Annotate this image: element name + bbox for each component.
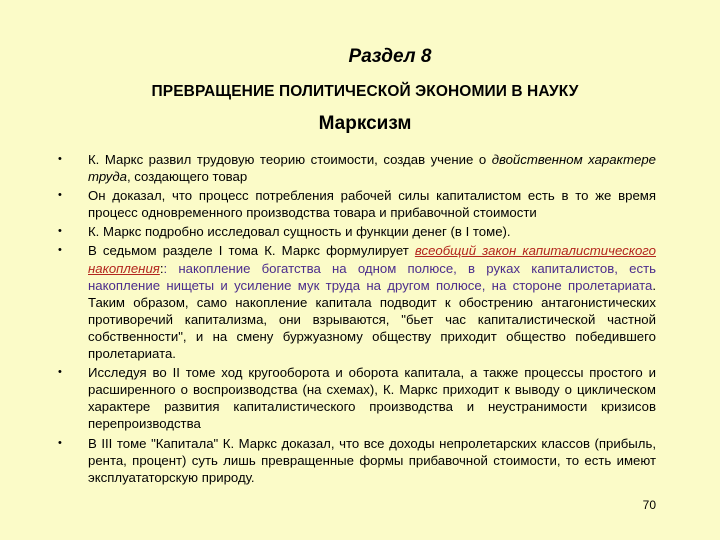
page-number: 70 [642,498,656,512]
item-text: В седьмом разделе I тома К. Маркс формулирует [88,243,415,259]
bullet-icon: • [58,189,62,202]
item-text: , создающего товар [126,169,248,185]
item-text: К. Маркс развил трудовую теорию стоимости, создав учение о [88,152,492,167]
list-item [56,187,656,221]
page-title: ПРЕВРАЩЕНИЕ ПОЛИТИЧЕСКОЙ ЭКОНОМИИ В НАУКУ [151,83,579,100]
item-text: . Таким образом, само накопление капитала подводит к обострению антагонистических противоречий капитализма, они взрываются, "бьет час капиталистической частной собственности", и на смену буржуазному обществу приходит общество победившего пролетариата. [88,277,656,362]
item-text: Он доказал, что процесс потребления рабочей силы капиталистом есть в то же время процесс одновременного производства товара и прибавочной стоимости [88,188,656,221]
bullet-icon: • [58,366,62,379]
list-item [56,364,656,432]
list-item [56,435,656,486]
page-subtitle: Марксизм [318,113,412,134]
list-item [56,223,656,240]
section-heading: Раздел 8 [348,46,432,67]
item-text: : [159,260,164,276]
item-text: К. Маркс подробно исследовал сущность и функции денег (в I томе). [88,224,511,240]
item-text: Исследуя во II томе ход кругооборота и оборота капитала, а также процессы простого и расширенного о воспроизводства (на схемах), К. Маркс приходит к выводу о циклическом характере развития капиталистического производства и неустранимости кризисов перепроизводства [88,365,656,432]
list-item [56,242,656,362]
bullet-icon: • [58,153,62,165]
list-item [56,151,656,185]
bullet-icon: • [58,436,62,449]
bullet-list [56,151,656,486]
bullet-icon: • [58,225,62,238]
item-text: В III томе "Капитала" К. Маркс доказал, что все доходы непролетарских классов (прибыль, рента, процент) суть лишь превращенные формы прибавочной стоимости, то есть имеют эксплуататорскую природу. [88,435,656,485]
law-highlight: всеобщий закон капиталистического накопления [88,243,656,276]
bullet-icon: • [58,244,62,257]
item-highlight: : накопление богатства на одном полюсе, в руках капиталистов, есть накопление нищеты и усиление мук труда на другом полюсе, на стороне пролетариата [88,260,656,293]
item-emphasis: двойственном характере труда [88,152,656,185]
